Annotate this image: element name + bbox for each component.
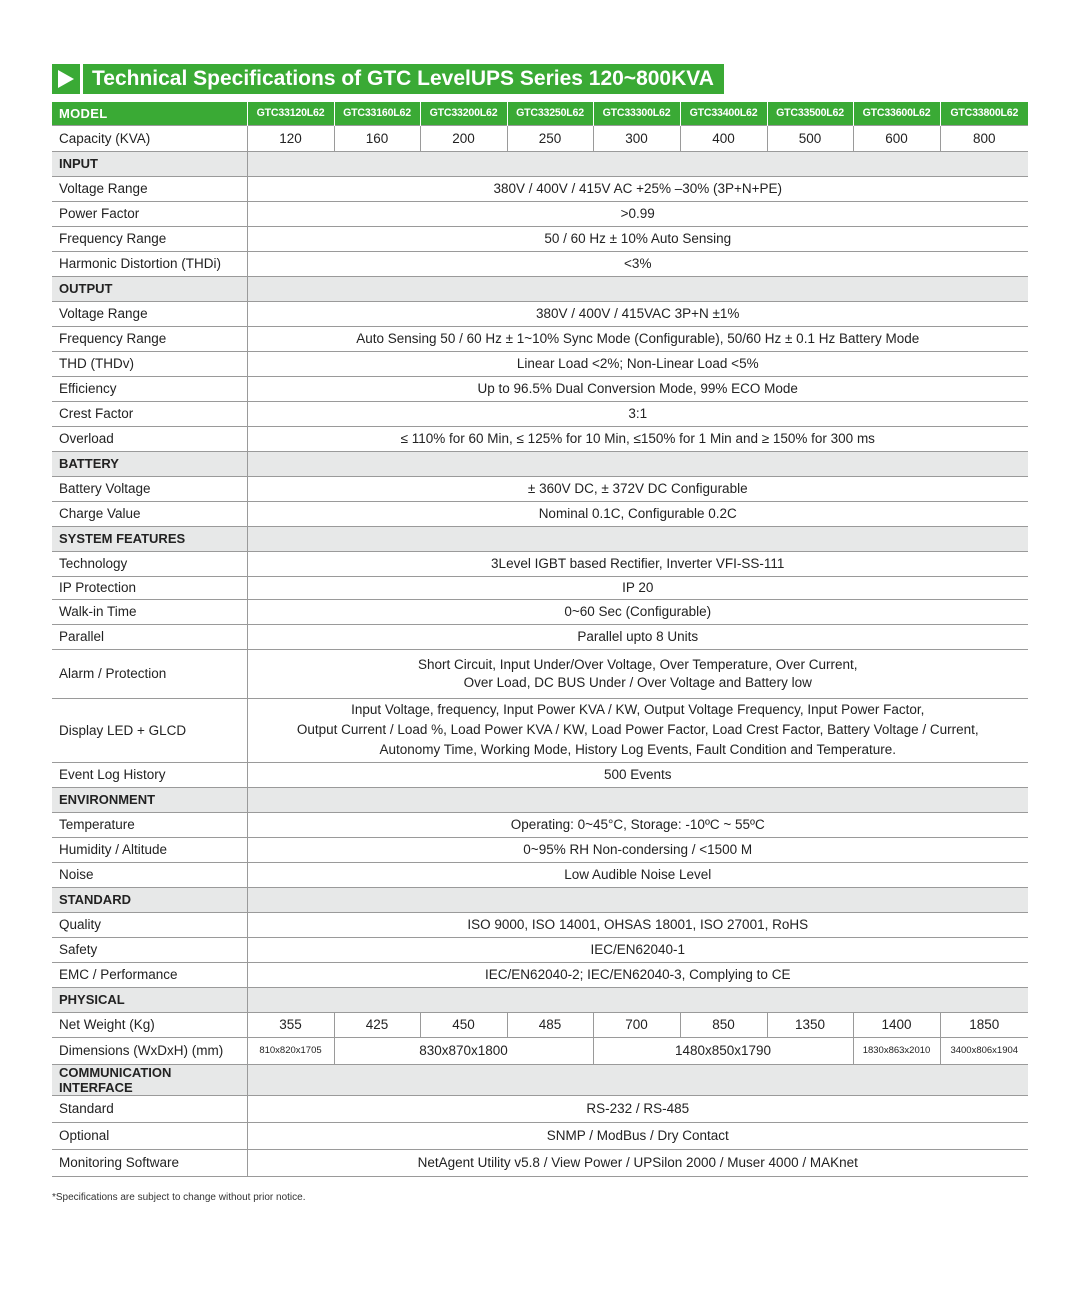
weight-value: 850: [680, 1012, 767, 1037]
model-name: GTC33500L62: [767, 102, 853, 125]
row-value: Parallel upto 8 Units: [577, 629, 699, 644]
section-communication: [52, 1064, 1028, 1095]
spec-row: [52, 599, 1028, 624]
weight-value: 425: [334, 1012, 420, 1037]
row-value: IEC/EN62040-2; IEC/EN62040-3, Complying to CE: [485, 967, 791, 982]
spec-row: [52, 326, 1028, 351]
spec-row: [52, 962, 1028, 987]
spec-row: [52, 812, 1028, 837]
model-name: GTC33200L62: [420, 102, 507, 125]
weight-value: 485: [507, 1012, 593, 1037]
row-value: RS-232 / RS-485: [586, 1101, 690, 1116]
row-label: EMC / Performance: [52, 962, 247, 987]
spec-row: [52, 576, 1028, 599]
row-label: Display LED + GLCD: [52, 698, 247, 762]
title-bar: [52, 64, 724, 94]
row-value: SNMP / ModBus / Dry Contact: [546, 1128, 729, 1143]
row-value-line: Input Voltage, frequency, Input Power KVA / KW, Output Voltage Frequency, Input Power Factor,: [351, 702, 925, 717]
spec-row: [52, 501, 1028, 526]
row-value: 50 / 60 Hz ± 10% Auto Sensing: [544, 231, 732, 246]
row-label: Temperature: [52, 812, 247, 837]
capacity-row: [52, 125, 1028, 151]
weight-value: 355: [247, 1012, 334, 1037]
row-label: Harmonic Distortion (THDi): [52, 251, 247, 276]
spec-row: [52, 226, 1028, 251]
spec-row: [52, 862, 1028, 887]
row-value: >0.99: [620, 206, 655, 221]
spec-row: [52, 201, 1028, 226]
row-value: Nominal 0.1C, Configurable 0.2C: [538, 506, 737, 521]
row-label: Dimensions (WxDxH) (mm): [52, 1037, 247, 1064]
row-value: 0~95% RH Non-condersing / <1500 M: [523, 842, 753, 857]
row-label: Noise: [52, 862, 247, 887]
row-label: Safety: [52, 937, 247, 962]
section-output: [52, 276, 1028, 301]
weight-value: 700: [593, 1012, 680, 1037]
spec-row: [52, 351, 1028, 376]
row-label: Battery Voltage: [52, 476, 247, 501]
row-label: Overload: [52, 426, 247, 451]
section-environment: [52, 787, 1028, 812]
row-label: Frequency Range: [52, 226, 247, 251]
model-name: GTC33300L62: [593, 102, 680, 125]
row-label: THD (THDv): [52, 351, 247, 376]
spec-row: [52, 937, 1028, 962]
section-heading: COMMUNICATION INTERFACE: [52, 1064, 247, 1095]
section-heading: OUTPUT: [52, 276, 247, 301]
row-label: Event Log History: [52, 762, 247, 787]
capacity-value: 200: [420, 125, 507, 151]
section-heading: PHYSICAL: [52, 987, 247, 1012]
row-value: 380V / 400V / 415V AC +25% –30% (3P+N+PE): [493, 181, 783, 196]
weight-row: [52, 1012, 1028, 1037]
row-value: NetAgent Utility v5.8 / View Power / UPSilon 2000 / Muser 4000 / MAKnet: [417, 1155, 858, 1170]
row-label: Technology: [52, 551, 247, 576]
row-label: Humidity / Altitude: [52, 837, 247, 862]
spec-row: [52, 551, 1028, 576]
weight-value: 1850: [969, 1017, 1000, 1032]
row-value: Low Audible Noise Level: [564, 867, 712, 882]
section-input: [52, 151, 1028, 176]
spec-row: [52, 837, 1028, 862]
section-battery: [52, 451, 1028, 476]
model-header-row: [52, 102, 1028, 125]
spec-row: [52, 476, 1028, 501]
spec-row: [52, 401, 1028, 426]
row-value: Up to 96.5% Dual Conversion Mode, 99% ECO Mode: [477, 381, 798, 396]
row-value-line: Output Current / Load %, Load Power KVA / KW, Load Power Factor, Load Crest Factor, Battery Voltage / Current,: [296, 722, 979, 737]
section-heading: STANDARD: [52, 887, 247, 912]
row-value-line: Over Load, DC BUS Under / Over Voltage and Battery low: [463, 674, 812, 690]
capacity-value: 120: [247, 125, 334, 151]
capacity-value: 500: [767, 125, 853, 151]
spec-row: [52, 762, 1028, 787]
row-value: Operating: 0~45°C, Storage: -10ºC ~ 55ºC: [510, 817, 765, 832]
dimension-value: 810x820x1705: [247, 1037, 334, 1064]
row-value-line: Short Circuit, Input Under/Over Voltage, Over Temperature, Over Current,: [418, 656, 858, 672]
row-label: Voltage Range: [52, 176, 247, 201]
model-name: GTC33160L62: [334, 102, 420, 125]
spec-row: [52, 1122, 1028, 1149]
spec-row: [52, 426, 1028, 451]
row-value: ≤ 110% for 60 Min, ≤ 125% for 10 Min, ≤150% for 1 Min and ≥ 150% for 300 ms: [400, 431, 875, 446]
weight-value: 1400: [853, 1012, 940, 1037]
row-value: 380V / 400V / 415VAC 3P+N ±1%: [536, 306, 740, 321]
row-value: [247, 698, 1028, 762]
row-label: Charge Value: [52, 501, 247, 526]
spec-table: [52, 102, 1028, 1177]
row-value: 3:1: [628, 406, 648, 421]
spec-row: [52, 1149, 1028, 1176]
row-label: Optional: [52, 1122, 247, 1149]
spec-row: [52, 176, 1028, 201]
capacity-value: 800: [972, 130, 996, 146]
row-value: 0~60 Sec (Configurable): [564, 604, 712, 619]
section-standard: [52, 887, 1028, 912]
model-name: GTC33600L62: [853, 102, 940, 125]
weight-value: 450: [420, 1012, 507, 1037]
row-label: Voltage Range: [52, 301, 247, 326]
spec-row: [52, 624, 1028, 649]
spec-row: [52, 1095, 1028, 1122]
row-label: Walk-in Time: [52, 599, 247, 624]
spec-row: [52, 649, 1028, 698]
row-label: Parallel: [52, 624, 247, 649]
row-value: 3Level IGBT based Rectifier, Inverter VFI-SS-111: [491, 556, 785, 571]
row-label: IP Protection: [52, 576, 247, 599]
row-value: [247, 649, 1028, 698]
row-value: ± 360V DC, ± 372V DC Configurable: [527, 481, 748, 496]
dimension-value: 830x870x1800: [334, 1037, 593, 1064]
row-label: Quality: [52, 912, 247, 937]
footnote: *Specifications are subject to change without prior notice.: [52, 1192, 306, 1203]
section-heading: INPUT: [52, 151, 247, 176]
row-label: Net Weight (Kg): [52, 1012, 247, 1037]
spec-row: [52, 376, 1028, 401]
row-value: IP 20: [622, 580, 654, 595]
model-name: GTC33120L62: [247, 102, 334, 125]
capacity-value: 400: [680, 125, 767, 151]
row-value: ISO 9000, ISO 14001, OHSAS 18001, ISO 27001, RoHS: [467, 917, 809, 932]
model-name: GTC33800L62: [940, 102, 1028, 125]
model-name: GTC33400L62: [680, 102, 767, 125]
page-title: Technical Specifications of GTC LevelUPS Series 120~800KVA: [83, 64, 724, 94]
section-heading: BATTERY: [52, 451, 247, 476]
row-label: Efficiency: [52, 376, 247, 401]
dimension-value: 3400x806x1904: [950, 1045, 1019, 1056]
dimension-value: 1480x850x1790: [593, 1037, 853, 1064]
row-label: Monitoring Software: [52, 1149, 247, 1176]
row-value: 500 Events: [603, 767, 672, 782]
dimension-value: 1830x863x2010: [853, 1037, 940, 1064]
row-value: Auto Sensing 50 / 60 Hz ± 1~10% Sync Mode (Configurable), 50/60 Hz ± 0.1 Hz Battery Mode: [356, 331, 920, 346]
row-label: Capacity (KVA): [52, 125, 247, 151]
spec-row: [52, 301, 1028, 326]
spec-row: [52, 912, 1028, 937]
spec-row: [52, 251, 1028, 276]
row-label: Crest Factor: [52, 401, 247, 426]
capacity-value: 600: [853, 125, 940, 151]
spec-row: [52, 698, 1028, 762]
row-value: IEC/EN62040-1: [590, 942, 686, 957]
play-triangle-icon: [52, 64, 80, 94]
row-value: Linear Load <2%; Non-Linear Load <5%: [516, 356, 759, 371]
model-label: MODEL: [52, 102, 247, 125]
row-label: Alarm / Protection: [52, 649, 247, 698]
section-heading: ENVIRONMENT: [52, 787, 247, 812]
section-heading: SYSTEM FEATURES: [52, 526, 247, 551]
section-system-features: [52, 526, 1028, 551]
row-value: <3%: [624, 256, 652, 271]
row-value-line: Autonomy Time, Working Mode, History Log Events, Fault Condition and Temperature.: [379, 742, 896, 757]
capacity-value: 300: [593, 125, 680, 151]
capacity-value: 250: [507, 125, 593, 151]
weight-value: 1350: [767, 1012, 853, 1037]
section-physical: [52, 987, 1028, 1012]
dimensions-row: [52, 1037, 1028, 1064]
row-label: Frequency Range: [52, 326, 247, 351]
model-name: GTC33250L62: [507, 102, 593, 125]
row-label: Standard: [52, 1095, 247, 1122]
row-label: Power Factor: [52, 201, 247, 226]
capacity-value: 160: [334, 125, 420, 151]
